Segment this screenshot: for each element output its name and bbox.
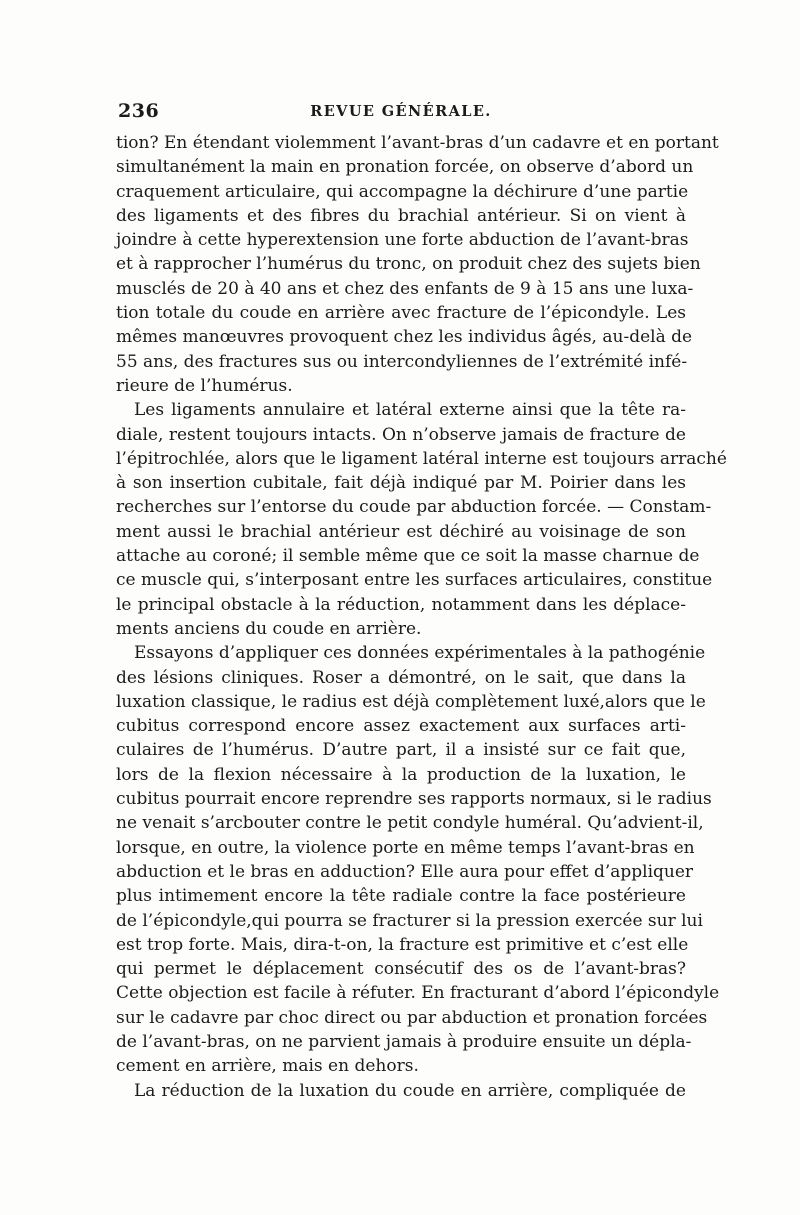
text-line: sur le cadavre par choc direct ou par abduction et pronation forcées	[116, 1007, 708, 1028]
text-line: plus intimement encore la tête radiale contre la face postérieure	[116, 886, 686, 907]
text-line: luxation classique, le radius est déjà complètement luxé,alors que le	[116, 691, 706, 712]
page-number: 236	[118, 100, 160, 122]
text-line: cubitus correspond encore assez exactement aux surfaces arti-	[116, 716, 686, 737]
text-line: lors de la flexion nécessaire à la production de la luxation, le	[116, 764, 686, 785]
text-line: mêmes manœuvres provoquent chez les individus âgés, au-delà de	[116, 327, 693, 348]
text-line: ne venait s’arcbouter contre le petit condyle huméral. Qu’advient-il,	[116, 813, 704, 834]
text-line: culaires de l’humérus. D’autre part, il a insisté sur ce fait que,	[116, 740, 686, 761]
text-line: tion? En étendant violemment l’avant-bras d’un cadavre et en portant	[116, 133, 719, 153]
text-line: craquement articulaire, qui accompagne la déchirure d’une partie	[116, 181, 689, 202]
paragraph-start-line: Les ligaments annulaire et latéral externe ainsi que la tête ra-	[134, 400, 686, 421]
paragraph-start-line: Essayons d’appliquer ces données expérimentales à la pathogénie	[134, 643, 706, 664]
text-line: 55 ans, des fractures sus ou intercondyliennes de l’extrémité infé-	[116, 351, 688, 372]
text-line: qui permet le déplacement consécutif des os de l’avant-bras?	[116, 959, 686, 980]
text-line: cubitus pourrait encore reprendre ses rapports normaux, si le radius	[116, 789, 712, 810]
text-line: attache au coroné; il semble même que ce soit la masse charnue de	[116, 546, 700, 567]
text-line: joindre à cette hyperextension une forte abduction de l’avant-bras	[116, 230, 689, 251]
text-line: l’épitrochlée, alors que le ligament latéral interne est toujours arraché	[116, 448, 727, 469]
text-line: de l’avant-bras, on ne parvient jamais à produire ensuite un dépla-	[116, 1031, 692, 1052]
text-line: le principal obstacle à la réduction, notamment dans les déplace-	[116, 594, 686, 615]
text-line: à son insertion cubitale, fait déjà indiqué par M. Poirier dans les	[116, 473, 686, 494]
running-title: REVUE GÉNÉRALE.	[310, 103, 492, 120]
text-line: recherches sur l’entorse du coude par abduction forcée. — Constam-	[116, 497, 712, 518]
paragraph-start-line: La réduction de la luxation du coude en arrière, compliquée de	[134, 1080, 686, 1101]
text-line: musclés de 20 à 40 ans et chez des enfants de 9 à 15 ans une luxa-	[116, 278, 694, 299]
text-line: rieure de l’humérus.	[116, 375, 293, 396]
text-line: des lésions cliniques. Roser a démontré, on le sait, que dans la	[116, 667, 686, 688]
text-line: abduction et le bras en adduction? Elle aura pour effet d’appliquer	[116, 861, 694, 882]
text-line: ment aussi le brachial antérieur est déchiré au voisinage de son	[116, 521, 686, 542]
text-line: des ligaments et des fibres du brachial antérieur. Si on vient à	[116, 205, 686, 226]
page-header	[116, 100, 686, 124]
text-line: de l’épicondyle,qui pourra se fracturer si la pression exercée sur lui	[116, 910, 703, 931]
text-line: ments anciens du coude en arrière.	[116, 618, 422, 639]
text-line: lorsque, en outre, la violence porte en même temps l’avant-bras en	[116, 837, 695, 858]
text-line: simultanément la main en pronation forcée, on observe d’abord un	[116, 157, 694, 178]
text-line: ce muscle qui, s’interposant entre les surfaces articulaires, constitue	[116, 570, 713, 591]
text-line: Cette objection est facile à réfuter. En fracturant d’abord l’épicondyle	[116, 983, 720, 1004]
text-line: est trop forte. Mais, dira-t-on, la fracture est primitive et c’est elle	[116, 934, 689, 955]
text-line: diale, restent toujours intacts. On n’observe jamais de fracture de	[116, 424, 686, 445]
body-text	[116, 131, 727, 1103]
text-line: tion totale du coude en arrière avec fracture de l’épicondyle. Les	[116, 303, 686, 324]
text-line: cement en arrière, mais en dehors.	[116, 1056, 419, 1077]
text-line: et à rapprocher l’humérus du tronc, on produit chez des sujets bien	[116, 254, 701, 275]
